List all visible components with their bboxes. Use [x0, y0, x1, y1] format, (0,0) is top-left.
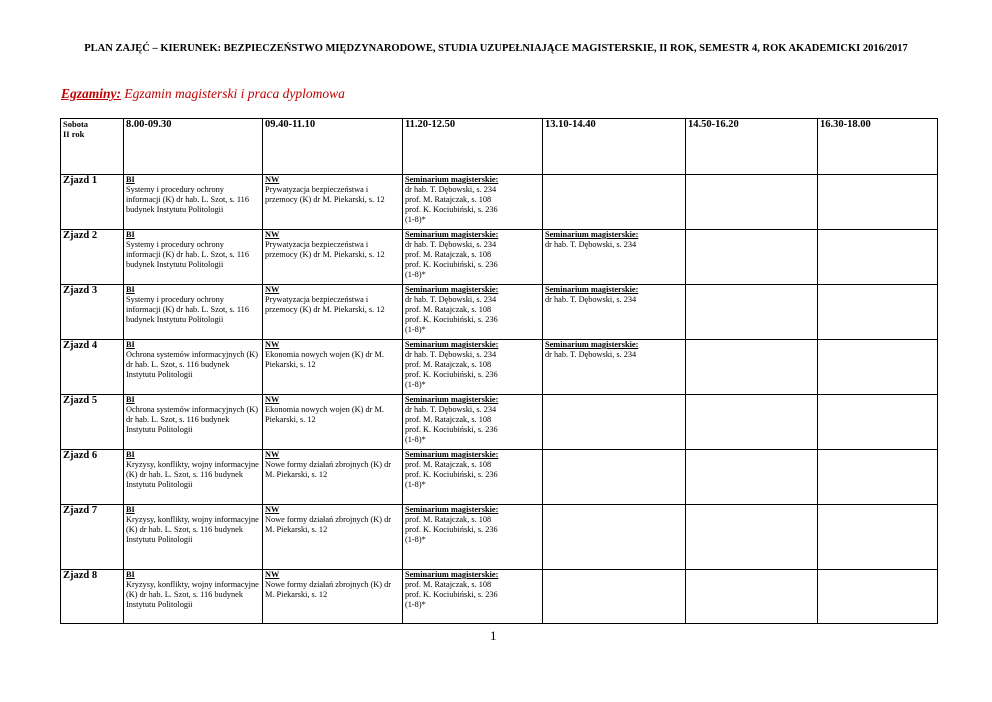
row-label: Zjazd 1	[61, 175, 124, 230]
schedule-cell	[543, 450, 686, 505]
cell-text: dr hab. T. Dębowski, s. 234 prof. M. Ratajczak, s. 108 prof. K. Kociubiński, s. 236 (1-8)*	[405, 295, 498, 335]
cell-text: Systemy i procedury ochrony informacji (K) dr hab. L. Szot, s. 116 budynek Instytutu Politologii	[126, 185, 249, 215]
schedule-cell	[403, 570, 543, 624]
cell-text: prof. M. Ratajczak, s. 108 prof. K. Kociubiński, s. 236 (1-8)*	[405, 515, 498, 545]
schedule-cell	[543, 230, 686, 285]
schedule-cell	[124, 505, 263, 570]
cell-text: Systemy i procedury ochrony informacji (K) dr hab. L. Szot, s. 116 budynek Instytutu Politologii	[126, 240, 249, 270]
schedule-cell	[686, 450, 818, 505]
row-label: Zjazd 5	[61, 395, 124, 450]
cell-text: Ekonomia nowych wojen (K) dr M. Piekarski, s. 12	[265, 405, 384, 425]
header-row	[61, 119, 938, 175]
table-row	[61, 570, 938, 624]
cell-subject: NW	[265, 505, 280, 514]
schedule-cell	[403, 505, 543, 570]
cell-subject: BI	[126, 395, 135, 404]
row-label: Zjazd 8	[61, 570, 124, 624]
cell-subject: Seminarium magisterskie:	[405, 395, 499, 404]
time-header: 8.00-09.30	[124, 119, 263, 175]
schedule-cell	[124, 175, 263, 230]
schedule-cell	[543, 395, 686, 450]
schedule-cell	[818, 175, 938, 230]
cell-text: dr hab. T. Dębowski, s. 234 prof. M. Ratajczak, s. 108 prof. K. Kociubiński, s. 236 (1-8)*	[405, 405, 498, 445]
schedule-cell	[818, 450, 938, 505]
schedule-cell	[686, 395, 818, 450]
cell-subject: NW	[265, 395, 280, 404]
schedule-cell	[124, 570, 263, 624]
schedule-cell	[686, 175, 818, 230]
table-row	[61, 395, 938, 450]
cell-subject: BI	[126, 285, 135, 294]
schedule-cell	[263, 340, 403, 395]
cell-subject: NW	[265, 340, 280, 349]
schedule-cell	[263, 450, 403, 505]
document-title: PLAN ZAJĘĆ – KIERUNEK: BEZPIECZEŃSTWO MIĘDZYNARODOWE, STUDIA UZUPEŁNIAJĄCE MAGISTERSKIE, II ROK, SEMESTR 4, ROK AKADEMICKI 2016/2017	[84, 43, 908, 54]
cell-subject: Seminarium magisterskie:	[405, 230, 499, 239]
schedule-cell	[543, 570, 686, 624]
cell-subject: NW	[265, 285, 280, 294]
schedule-cell	[263, 395, 403, 450]
cell-text: Kryzysy, konflikty, wojny informacyjne (K) dr hab. L. Szot, s. 116 budynek Instytutu Politologii	[126, 460, 259, 490]
cell-text: dr hab. T. Dębowski, s. 234	[545, 350, 637, 360]
cell-subject: Seminarium magisterskie:	[405, 570, 499, 579]
schedule-cell	[686, 285, 818, 340]
cell-text: Nowe formy działań zbrojnych (K) dr M. Piekarski, s. 12	[265, 580, 392, 600]
cell-text: Ekonomia nowych wojen (K) dr M. Piekarski, s. 12	[265, 350, 384, 370]
schedule-cell	[403, 285, 543, 340]
schedule-cell	[403, 230, 543, 285]
cell-subject: Seminarium magisterskie:	[545, 230, 639, 239]
schedule-cell	[686, 340, 818, 395]
cell-text: Systemy i procedury ochrony informacji (K) dr hab. L. Szot, s. 116 budynek Instytutu Politologii	[126, 295, 249, 325]
schedule-cell	[263, 175, 403, 230]
schedule-cell	[818, 285, 938, 340]
cell-subject: BI	[126, 175, 135, 184]
cell-text: Ochrona systemów informacyjnych (K) dr hab. L. Szot, s. 116 budynek Instytutu Politologii	[126, 405, 259, 435]
schedule-cell	[124, 450, 263, 505]
corner-cell: Sobota II rok	[61, 119, 124, 175]
cell-subject: NW	[265, 570, 280, 579]
cell-subject: Seminarium magisterskie:	[405, 340, 499, 349]
cell-text: prof. M. Ratajczak, s. 108 prof. K. Kociubiński, s. 236 (1-8)*	[405, 580, 498, 610]
row-label: Zjazd 2	[61, 230, 124, 285]
table-row	[61, 175, 938, 230]
cell-subject: Seminarium magisterskie:	[405, 505, 499, 514]
cell-subject: Seminarium magisterskie:	[545, 285, 639, 294]
table-row	[61, 230, 938, 285]
cell-text: Prywatyzacja bezpieczeństwa i przemocy (K) dr M. Piekarski, s. 12	[265, 240, 385, 260]
schedule-cell	[543, 505, 686, 570]
schedule-cell	[403, 175, 543, 230]
schedule-cell	[124, 285, 263, 340]
schedule-cell	[263, 505, 403, 570]
table-row	[61, 505, 938, 570]
time-header: 14.50-16.20	[686, 119, 818, 175]
schedule-cell	[543, 340, 686, 395]
time-header: 09.40-11.10	[263, 119, 403, 175]
cell-text: Prywatyzacja bezpieczeństwa i przemocy (K) dr M. Piekarski, s. 12	[265, 185, 385, 205]
cell-text: dr hab. T. Dębowski, s. 234	[545, 295, 637, 305]
schedule-cell	[686, 505, 818, 570]
time-header: 13.10-14.40	[543, 119, 686, 175]
schedule-cell	[818, 230, 938, 285]
exams-text: Egzamin magisterski i praca dyplomowa	[121, 86, 345, 101]
row-label: Zjazd 3	[61, 285, 124, 340]
schedule-cell	[263, 230, 403, 285]
cell-text: dr hab. T. Dębowski, s. 234 prof. M. Ratajczak, s. 108 prof. K. Kociubiński, s. 236 (1-8)*	[405, 240, 498, 280]
schedule-cell	[124, 340, 263, 395]
schedule-table	[60, 118, 938, 624]
cell-text: prof. M. Ratajczak, s. 108 prof. K. Kociubiński, s. 236 (1-8)*	[405, 460, 498, 490]
schedule-cell	[263, 285, 403, 340]
schedule-cell	[124, 395, 263, 450]
table-row	[61, 285, 938, 340]
cell-text: Prywatyzacja bezpieczeństwa i przemocy (K) dr M. Piekarski, s. 12	[265, 295, 385, 315]
exams-label: Egzaminy:	[61, 86, 122, 101]
cell-subject: BI	[126, 450, 135, 459]
cell-text: Ochrona systemów informacyjnych (K) dr hab. L. Szot, s. 116 budynek Instytutu Politologii	[126, 350, 259, 380]
schedule-cell	[403, 450, 543, 505]
table-row	[61, 340, 938, 395]
cell-subject: BI	[126, 570, 135, 579]
row-label: Zjazd 6	[61, 450, 124, 505]
schedule-cell	[686, 570, 818, 624]
row-label: Zjazd 4	[61, 340, 124, 395]
row-label: Zjazd 7	[61, 505, 124, 570]
page-number: 1	[490, 628, 497, 643]
cell-subject: Seminarium magisterskie:	[405, 285, 499, 294]
schedule-cell	[818, 395, 938, 450]
cell-subject: Seminarium magisterskie:	[405, 175, 499, 184]
cell-text: Kryzysy, konflikty, wojny informacyjne (K) dr hab. L. Szot, s. 116 budynek Instytutu Politologii	[126, 580, 259, 610]
schedule-cell	[124, 230, 263, 285]
cell-text: dr hab. T. Dębowski, s. 234	[545, 240, 637, 250]
schedule-cell	[818, 570, 938, 624]
exams-line	[61, 86, 345, 102]
schedule-cell	[403, 340, 543, 395]
cell-subject: NW	[265, 450, 280, 459]
cell-text: dr hab. T. Dębowski, s. 234 prof. M. Ratajczak, s. 108 prof. K. Kociubiński, s. 236 (1-8)*	[405, 185, 498, 225]
schedule-cell	[263, 570, 403, 624]
cell-text: dr hab. T. Dębowski, s. 234 prof. M. Ratajczak, s. 108 prof. K. Kociubiński, s. 236 (1-8)*	[405, 350, 498, 390]
cell-subject: BI	[126, 505, 135, 514]
cell-subject: Seminarium magisterskie:	[545, 340, 639, 349]
cell-text: Kryzysy, konflikty, wojny informacyjne (K) dr hab. L. Szot, s. 116 budynek Instytutu Politologii	[126, 515, 259, 545]
time-header: 11.20-12.50	[403, 119, 543, 175]
cell-subject: NW	[265, 230, 280, 239]
cell-text: Nowe formy działań zbrojnych (K) dr M. Piekarski, s. 12	[265, 515, 392, 535]
cell-text: Nowe formy działań zbrojnych (K) dr M. Piekarski, s. 12	[265, 460, 392, 480]
time-header: 16.30-18.00	[818, 119, 938, 175]
table-row	[61, 450, 938, 505]
schedule-cell	[818, 505, 938, 570]
cell-subject: NW	[265, 175, 280, 184]
schedule-cell	[403, 395, 543, 450]
schedule-cell	[543, 285, 686, 340]
schedule-cell	[686, 230, 818, 285]
schedule-cell	[818, 340, 938, 395]
schedule-cell	[543, 175, 686, 230]
cell-subject: BI	[126, 230, 135, 239]
cell-subject: BI	[126, 340, 135, 349]
cell-subject: Seminarium magisterskie:	[405, 450, 499, 459]
